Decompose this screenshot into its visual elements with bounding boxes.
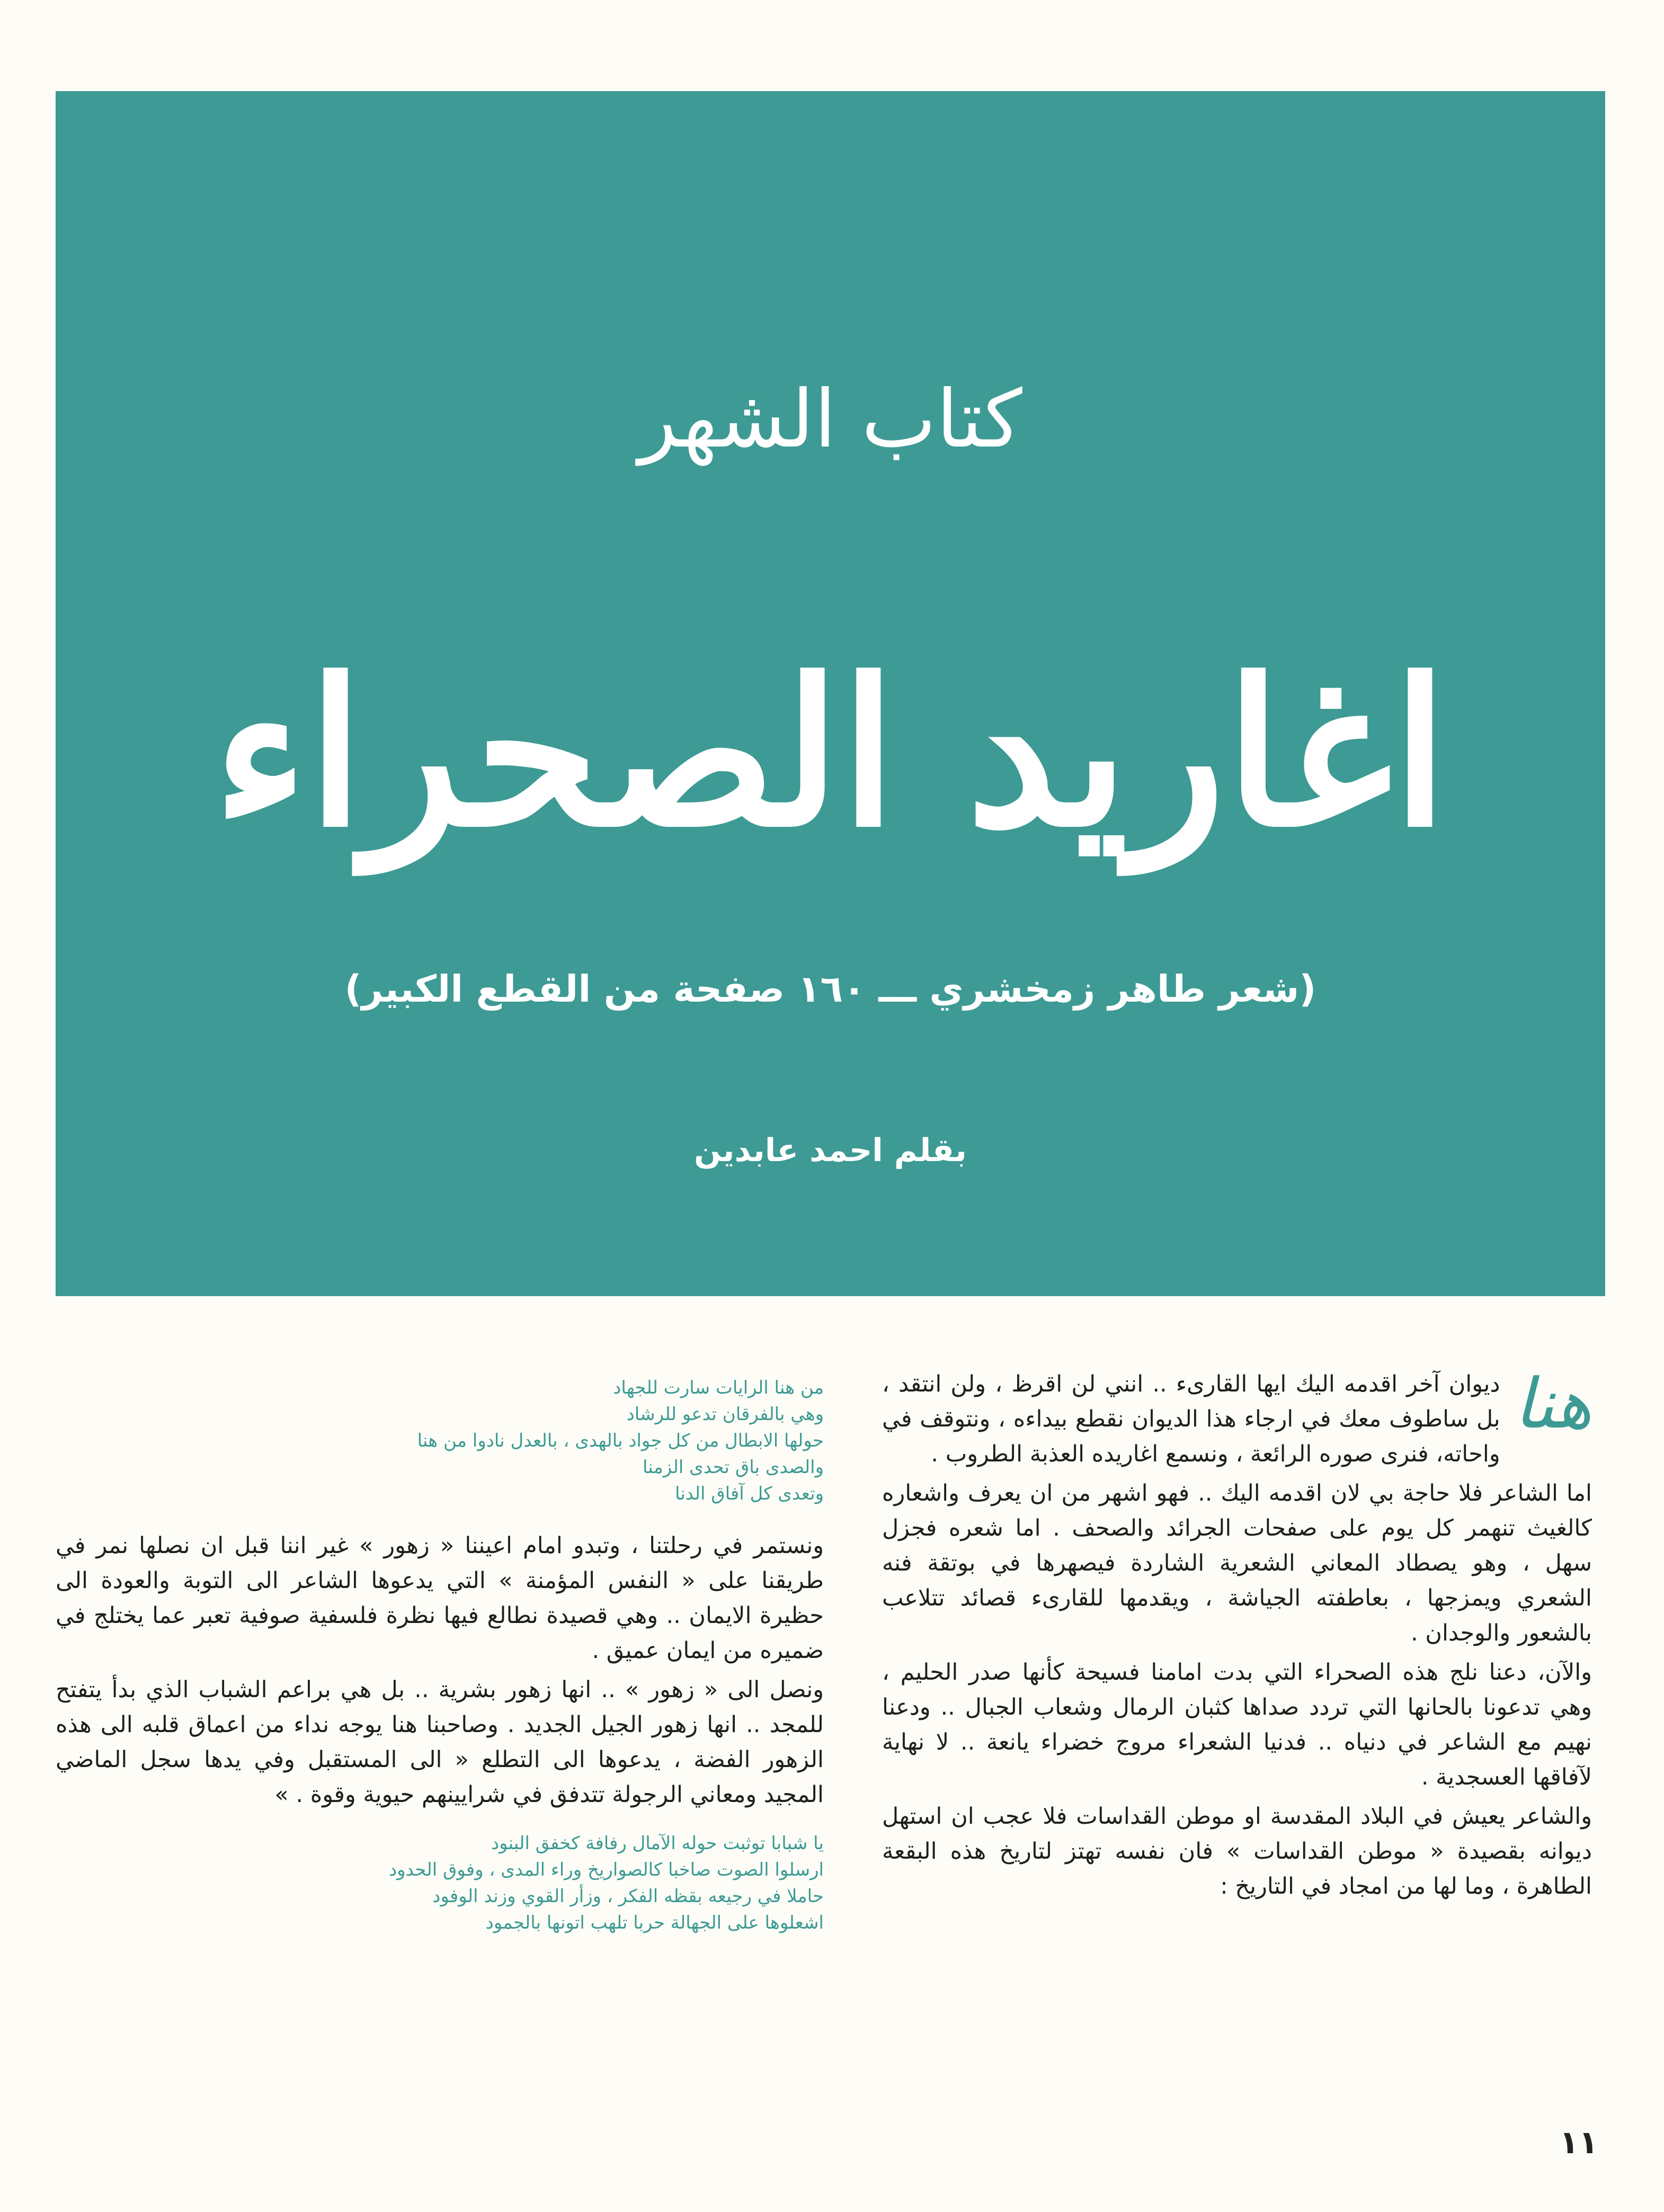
section-kicker: كتاب الشهر (638, 373, 1022, 466)
article-paragraph: ديوان آخر اقدمه اليك ايها القارىء .. انني لن اقرظ ، ولن انتقد ، بل ساطوف معك في ارجاء هذا الديوان نقطع بيداءه ، ونتوقف في واحاته، فنرى صوره الرائعة ، ونسمع اغاريده العذبة الطروب . (882, 1371, 1500, 1467)
book-info: (شعر طاهر زمخشري ـــ ١٦٠ صفحة من القطع الكبير) (344, 967, 1316, 1011)
poem-line: يا شبابا توثبت حوله الآمال رفافة كخفق البنود (491, 1833, 824, 1854)
poem-line: حاملا في رجيعه بقظه الفكر ، وزأر القوي وزند الوفود (432, 1886, 824, 1907)
poem-line: وهي بالفرقان تدعو للرشاد (626, 1404, 824, 1425)
article-paragraph: ونصل الى « زهور » .. انها زهور بشرية .. بل هي براعم الشباب الذي بدأ يتفتح للمجد .. انها زهور الجيل الجديد . وصاحبنا هنا يوجه نداء من اعماق قلبه الى هذه الزهور الفضة ، يدعوها الى التطلع « الى المستقبل وفي يدها سجل الماضي المجيد ومعاني الرجولة تتدفق في شرايينهم حيوية وقوة . » (56, 1676, 824, 1808)
poem-line: والصدى باق تحدى الزمنا (642, 1457, 824, 1478)
page-number: ١١ (1559, 2124, 1598, 2161)
poem-excerpt (56, 1830, 824, 1936)
poem-line: حولها الابطال من كل جواد بالهدى ، بالعدل نادوا من هنا (417, 1430, 824, 1451)
article-paragraph: اما الشاعر فلا حاجة بي لان اقدمه اليك .. فهو اشهر من ان يعرف واشعاره كالغيث تنهمر كل يوم على صفحات الجرائد والصحف . اما شعره فجزل سهل ، وهو يصطاد المعاني الشعرية الشاردة فيصهرها في بوتقة فنه الشعري ويمزجها ، بعاطفته الجياشة ، ويقدمها للقارىء قصائد تتلاعب بالشعور والوجدان . (882, 1480, 1592, 1646)
article-column-right (882, 1363, 1592, 1908)
poem-line: وتعدى كل آفاق الدنا (674, 1483, 824, 1504)
book-title: اغاريد الصحراء (212, 635, 1448, 871)
poem-line: من هنا الرايات سارت للجهاد (613, 1377, 824, 1398)
article-column-left (56, 1375, 824, 1936)
poem-line: ارسلوا الصوت صاخبا كالصواريخ وراء المدى ، وفوق الحدود (389, 1859, 824, 1880)
article-paragraph: والآن، دعنا نلج هذه الصحراء التي بدت امامنا فسيحة كأنها صدر الحليم ، وهي تدعونا بالحانها التي تردد صداها كثبان الرمال وشعاب الجبال .. ودعنا نهيم مع الشاعر في دنياه .. فدنيا الشعراء مروج خضراء يانعة .. لا نهاية لآفاقها العسجدية . (882, 1659, 1592, 1790)
title-banner (56, 91, 1605, 1296)
poem-line: اشعلوها على الجهالة حربا تلهب اتونها بالجمود (485, 1912, 824, 1933)
author-byline: بقلم احمد عابدين (694, 1132, 967, 1169)
article-paragraph: والشاعر يعيش في البلاد المقدسة او موطن القداسات فلا عجب ان استهل ديوانه بقصيدة « موطن القداسات » فان نفسه تهتز لتاريخ هذه البقعة الطاهرة ، وما لها من امجاد في التاريخ : (882, 1803, 1592, 1899)
poem-excerpt (56, 1375, 824, 1507)
article-paragraph: ونستمر في رحلتنا ، وتبدو امام اعيننا « زهور » غير اننا قبل ان نصلها نمر في طريقنا على « النفس المؤمنة » التي يدعوها الشاعر الى التوبة والعودة الى حظيرة الايمان .. وهي قصيدة نطالع فيها نظرة فلسفية صوفية تعبر عما يختلج في ضميره من ايمان عميق . (56, 1532, 824, 1664)
drop-word: هنا (1514, 1363, 1592, 1444)
